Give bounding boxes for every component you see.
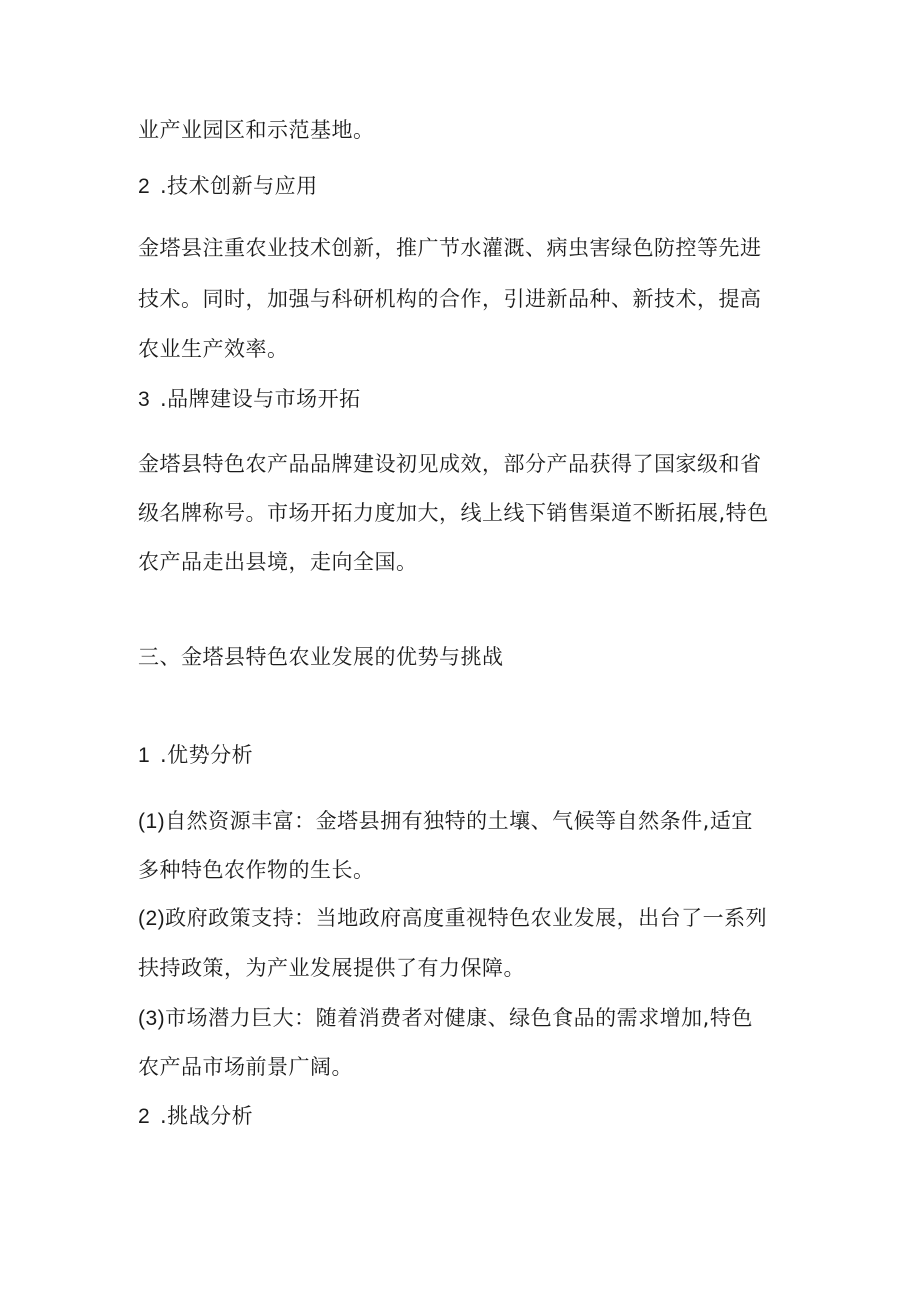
item-text: 市场潜力巨大：随着消费者对健康、绿色食品的需求增加,特色 bbox=[165, 1006, 753, 1030]
item-text: 自然资源丰富：金塔县拥有独特的土壤、气候等自然条件,适宜 bbox=[165, 809, 753, 833]
paragraph-line: 农产品市场前景广阔。 bbox=[138, 1055, 353, 1079]
subheading-number: 1 bbox=[138, 744, 151, 767]
subheading-brand bbox=[138, 384, 798, 415]
paragraph-line: 金塔县注重农业技术创新，推广节水灌溉、病虫害绿色防控等先进 bbox=[138, 236, 762, 260]
paragraph-line: 业产业园区和示范基地。 bbox=[138, 118, 375, 142]
paragraph-line: 农产品走出县境，走向全国。 bbox=[138, 550, 418, 574]
paragraph-line: 级名牌称号。市场开拓力度加大，线上线下销售渠道不断拓展,特色 bbox=[138, 501, 769, 525]
subheading-challenges bbox=[138, 1101, 798, 1132]
item-label: (1) bbox=[138, 810, 166, 833]
paragraph-line: 多种特色农作物的生长。 bbox=[138, 858, 375, 882]
subheading-text: .优势分析 bbox=[160, 743, 254, 767]
item-label: (3) bbox=[138, 1007, 166, 1030]
subheading-number: 3 bbox=[138, 388, 151, 411]
subheading-text: .品牌建设与市场开拓 bbox=[160, 387, 361, 411]
subheading-number: 2 bbox=[138, 1105, 151, 1128]
subheading-text: .技术创新与应用 bbox=[160, 174, 318, 198]
advantage-item-2 bbox=[138, 903, 798, 934]
paragraph-line: 技术。同时，加强与科研机构的合作，引进新品种、新技术，提高 bbox=[138, 287, 762, 311]
paragraph-line: 农业生产效率。 bbox=[138, 337, 289, 361]
advantage-item-1 bbox=[138, 806, 798, 837]
item-text: 政府政策支持：当地政府高度重视特色农业发展，出台了一系列 bbox=[165, 906, 768, 930]
item-label: (2) bbox=[138, 907, 166, 930]
paragraph-line: 扶持政策，为产业发展提供了有力保障。 bbox=[138, 956, 525, 980]
subheading-text: .挑战分析 bbox=[160, 1104, 254, 1128]
advantage-item-3 bbox=[138, 1003, 798, 1034]
paragraph-line: 金塔县特色农产品品牌建设初见成效，部分产品获得了国家级和省 bbox=[138, 452, 762, 476]
subheading-advantages bbox=[138, 740, 798, 771]
section-title: 三、金塔县特色农业发展的优势与挑战 bbox=[138, 645, 504, 669]
subheading-number: 2 bbox=[138, 175, 151, 198]
subheading-technology bbox=[138, 171, 798, 202]
